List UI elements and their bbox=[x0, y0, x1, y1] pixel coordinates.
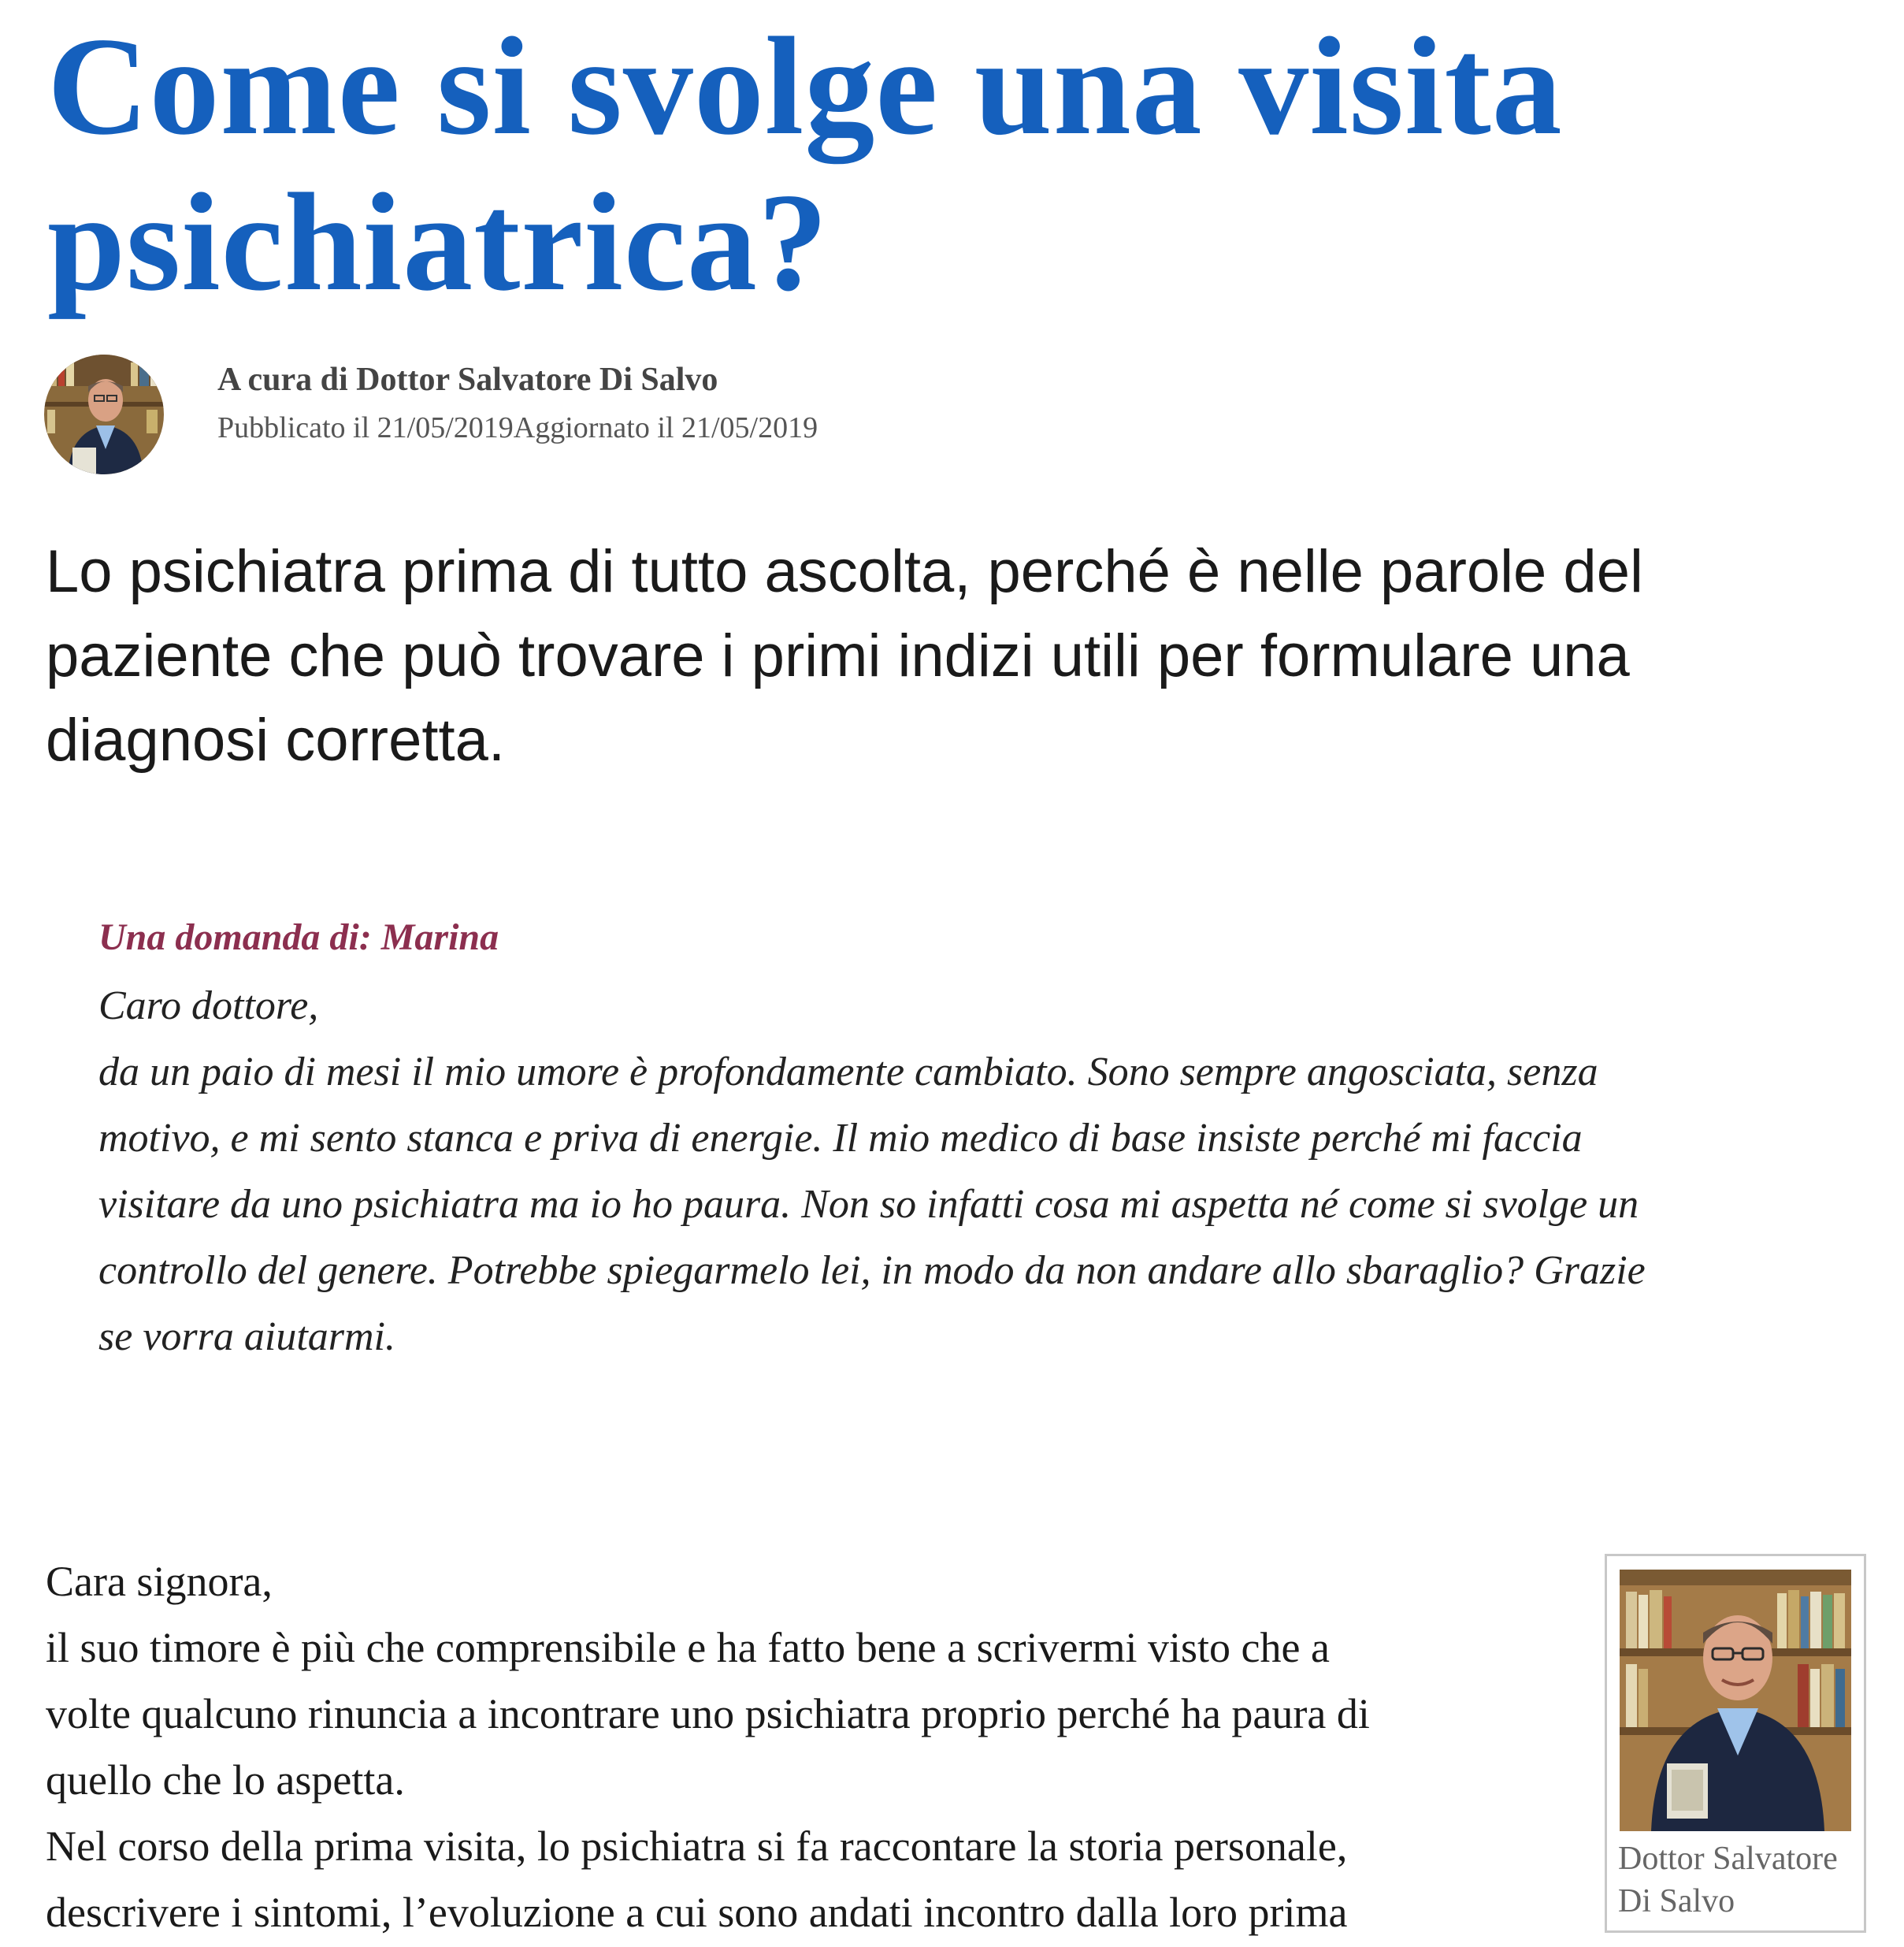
answer-line: Nel corso della prima visita, lo psichiatra si fa raccontare la storia personale, bbox=[46, 1823, 1348, 1870]
question-line: visitare da uno psichiatra ma io ho paura. Non so infatti cosa mi aspetta né come si svolge un bbox=[98, 1182, 1639, 1227]
question-line: Caro dottore, bbox=[98, 983, 319, 1028]
photo-caption: Dottor Salvatore Di Salvo bbox=[1618, 1841, 1838, 1919]
publication-dates: Pubblicato il 21/05/2019Aggiornato il 21/05/2019 bbox=[217, 411, 818, 444]
question-body bbox=[98, 973, 1871, 1370]
answer-line: il suo timore è più che comprensibile e ha fatto bene a scrivermi visto che a bbox=[46, 1624, 1330, 1671]
question-line: se vorra aiutarmi. bbox=[98, 1314, 395, 1359]
author-avatar-image bbox=[44, 355, 164, 474]
doctor-answer bbox=[46, 1548, 1598, 1945]
author-name[interactable]: A cura di Dottor Salvatore Di Salvo bbox=[217, 362, 718, 398]
doctor-photo bbox=[1620, 1570, 1851, 1831]
answer-line: quello che lo aspetta. bbox=[46, 1756, 405, 1804]
answer-line: volte qualcuno rinuncia a incontrare uno psichiatra proprio perché ha paura di bbox=[46, 1690, 1370, 1737]
doctor-photo-box bbox=[1605, 1554, 1866, 1933]
article-lead: Lo psichiatra prima di tutto ascolta, perché è nelle parole del paziente che può trovare i primi indizi utili per formulare una diagnosi corretta. bbox=[46, 538, 1643, 774]
doctor-photo-image bbox=[1620, 1570, 1851, 1831]
answer-line: descrivere i sintomi, l’evoluzione a cui sono andati incontro dalla loro prima bbox=[46, 1889, 1348, 1936]
reader-question bbox=[98, 916, 1871, 1370]
question-line: motivo, e mi sento stanca e priva di energie. Il mio medico di base insiste perché mi faccia bbox=[98, 1116, 1583, 1161]
question-author: Una domanda di: Marina bbox=[98, 916, 499, 958]
question-line: controllo del genere. Potrebbe spiegarmelo lei, in modo da non andare allo sbaraglio? Grazie bbox=[98, 1248, 1646, 1293]
answer-line: Cara signora, bbox=[46, 1558, 273, 1605]
author-byline bbox=[44, 353, 1068, 479]
page-title: Come si svolge una visita psichiatrica? bbox=[47, 8, 1563, 320]
author-avatar[interactable] bbox=[44, 355, 164, 474]
question-line: da un paio di mesi il mio umore è profondamente cambiato. Sono sempre angosciata, senza bbox=[98, 1050, 1598, 1094]
